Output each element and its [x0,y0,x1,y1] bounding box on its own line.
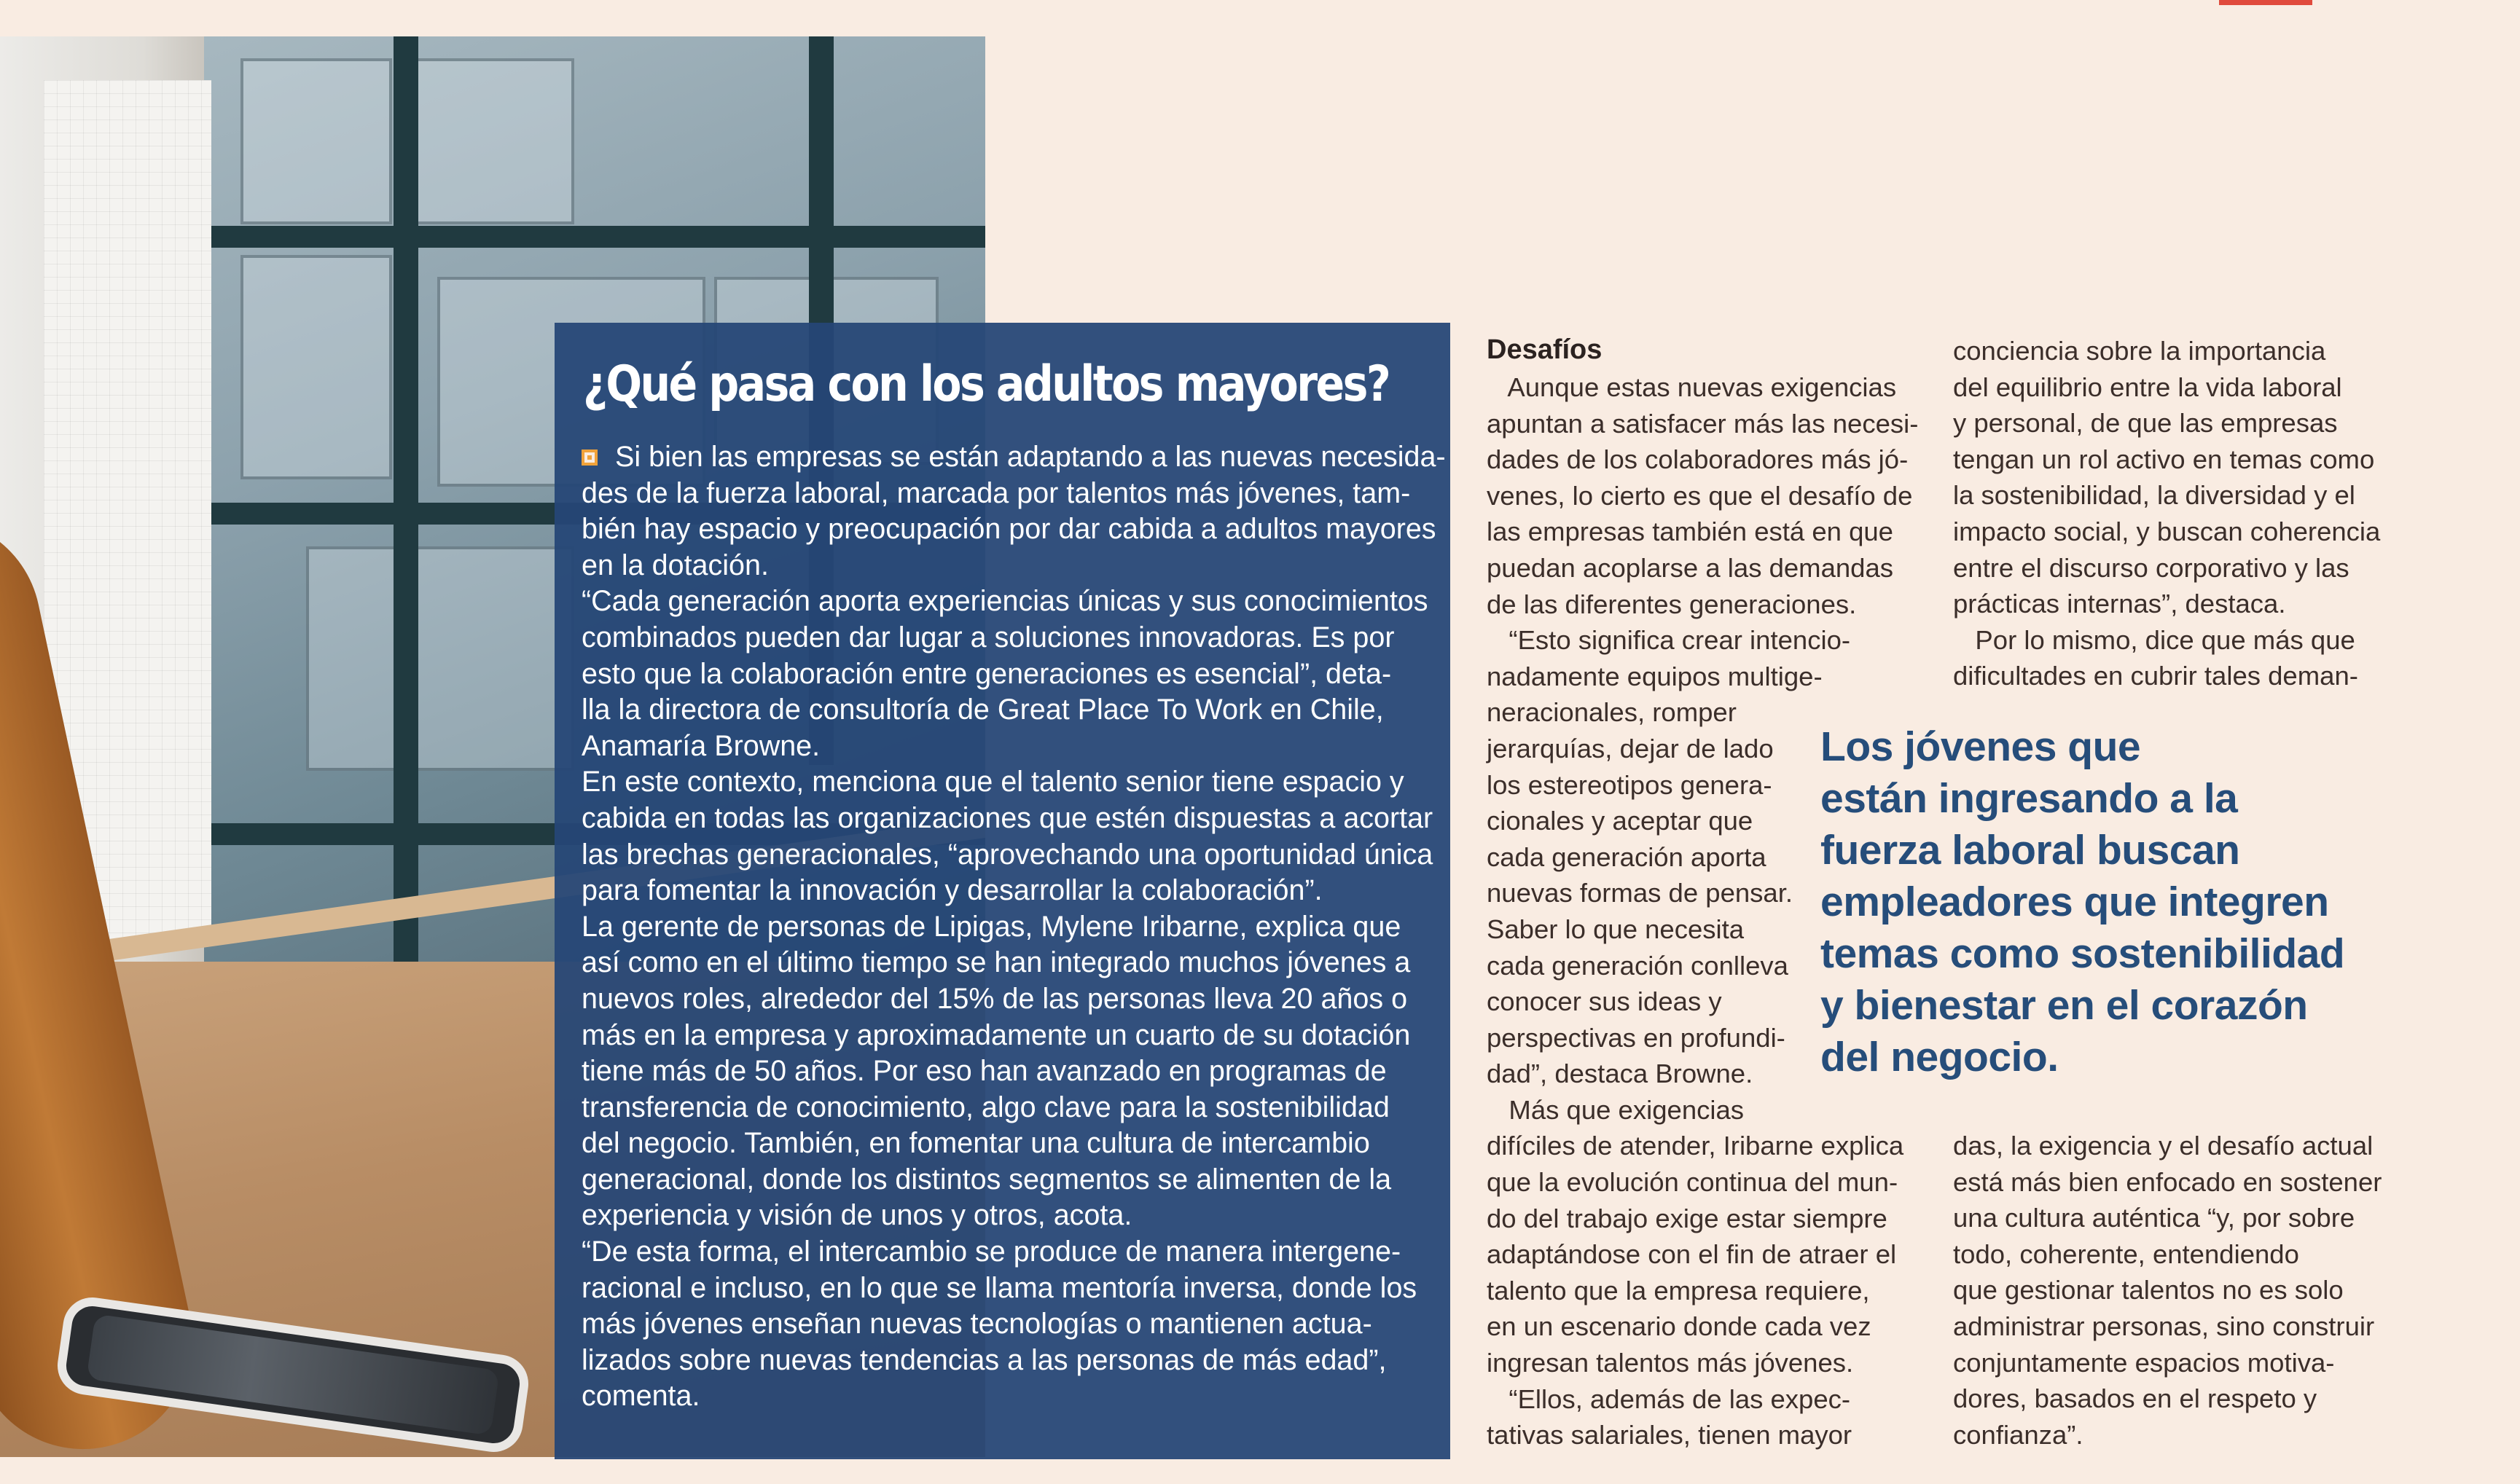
text-line: venes, lo cierto es que el desafío de [1487,480,1913,511]
sidebar-line [582,837,1438,873]
column-line [1953,477,2380,514]
text-line: y personal, de que las empresas [1953,408,2338,439]
sidebar-line [582,981,1438,1018]
column-line [1953,622,2380,659]
text-line: nuevos roles, alrededor del 15% de las personas lleva 20 años o [582,982,1408,1015]
pullquote-line [1820,928,2344,980]
sidebar-line [582,1198,1438,1234]
text-line: Más que exigencias [1487,1094,1745,1125]
column-line [1487,441,1918,478]
column-line [1487,1236,1918,1273]
column-line [1487,478,1918,514]
text-line: bién hay espacio y preocupación por dar cabida a adultos mayores [582,513,1436,546]
bullet-icon [582,449,598,466]
sidebar-line [582,584,1438,620]
text-line: combinados pueden dar lugar a soluciones innovadoras. Es por [582,621,1395,653]
section-heading: Desafíos [1487,334,1603,365]
text-line: tengan un rol activo en temas como [1953,444,2375,474]
text-line: dores, basados en el respeto y [1953,1383,2317,1414]
column-line [1953,1200,2382,1236]
sidebar-line [582,1378,1438,1415]
sidebar-line [582,1053,1438,1090]
text-line: dad”, destaca Browne. [1487,1059,1753,1089]
column-line [1953,1308,2382,1345]
sidebar-body [582,439,1446,1415]
text-line: que gestionar talentos no es solo [1953,1275,2344,1306]
text-line: experiencia y visión de unos y otros, acota. [582,1199,1132,1232]
text-line: en la dotación. [582,549,769,581]
text-line: y bienestar en el corazón [1820,982,2308,1029]
column-line [1487,1164,1918,1201]
window-pane [306,546,574,771]
text-line: cionales y aceptar que [1487,806,1753,836]
text-line: talento que la empresa requiere, [1487,1275,1870,1306]
text-line: están ingresando a la [1820,775,2238,822]
sidebar-line [582,1090,1438,1126]
sidebar-line [582,1126,1438,1162]
text-line: Los jóvenes que [1820,723,2141,770]
column-line [1487,1345,1918,1381]
pullquote-line [1820,825,2344,876]
text-line: difíciles de atender, Iribarne explica [1487,1131,1904,1161]
text-line: conocer sus ideas y [1487,986,1722,1017]
column-line [1953,1381,2382,1417]
column-line [1487,622,1918,659]
text-line: dades de los colaboradores más jó- [1487,444,1909,475]
article-column-2-bottom [1953,1128,2382,1453]
text-line: esto que la colaboración entre generaciones es esencial”, deta- [582,657,1392,690]
sidebar-line [582,801,1438,837]
text-line: das, la exigencia y el desafío actual [1953,1131,2374,1161]
text-line: generacional, donde los distintos segmentos se alimenten de la [582,1163,1392,1196]
text-line: tativas salariales, tienen mayor [1487,1420,1852,1450]
sidebar-line [582,656,1438,693]
column-line [1487,1308,1918,1345]
text-line: Aunque estas nuevas exigencias [1487,372,1897,402]
text-line: jerarquías, dejar de lado [1487,733,1774,763]
text-line: los estereotipos genera- [1487,769,1772,800]
text-line: empleadores que integren [1820,879,2329,925]
text-line: en un escenario donde cada vez [1487,1311,1871,1342]
text-line: del negocio. [1820,1034,2059,1080]
text-line: Saber lo que necesita [1487,914,1745,944]
text-line: así como en el último tiempo se han integrado muchos jóvenes a [582,946,1411,979]
sidebar-line [582,764,1438,801]
text-line: ingresan talentos más jóvenes. [1487,1348,1854,1378]
text-line: comenta. [582,1380,700,1413]
text-line: “Ellos, además de las expec- [1487,1383,1851,1414]
text-line: que la evolución continua del mun- [1487,1167,1898,1198]
top-accent-bar [2219,0,2312,5]
column-line [1487,514,1918,550]
text-line: para fomentar la innovación y desarrollar la colaboración”. [582,874,1323,907]
column-line [1953,1417,2382,1453]
text-line: des de la fuerza laboral, marcada por talentos más jóvenes, tam- [582,476,1411,509]
pullquote-line [1820,721,2344,773]
column-line [1487,406,1918,442]
column-line [1487,1201,1918,1237]
text-line: adaptándose con el fin de atraer el [1487,1239,1897,1270]
text-line: está más bien enfocado en sostener [1953,1166,2382,1197]
pullquote-line [1820,876,2344,928]
text-line: fuerza laboral buscan [1820,827,2240,873]
window-frame [189,226,985,248]
column-line [1487,1128,1918,1164]
text-line: “Esto significa crear intencio- [1487,625,1851,656]
column-line [1487,550,1918,586]
text-line: lizados sobre nuevas tendencias a las personas de más edad”, [582,1343,1387,1376]
pullquote-line [1820,773,2344,825]
sidebar-line [582,620,1438,656]
column-line [1953,1128,2382,1164]
text-line: Anamaría Browne. [582,729,821,762]
sidebar-title: ¿Qué pasa con los adultos mayores? [583,356,1390,413]
text-line: En este contexto, menciona que el talento senior tiene espacio y [582,766,1404,798]
sidebar-line [582,511,1438,548]
sidebar-line [582,1271,1438,1307]
column-line [1953,441,2380,478]
column-line [1953,1164,2382,1201]
text-line: cada generación conlleva [1487,950,1788,981]
column-line [1953,1345,2382,1381]
text-line: dificultades en cubrir tales deman- [1953,661,2358,691]
column-line [1953,550,2380,586]
column-line [1487,1273,1918,1309]
text-line: cada generación aporta [1487,841,1766,872]
text-line: “Cada generación aporta experiencias únicas y sus conocimientos [582,585,1428,618]
text-line: neracionales, romper [1487,697,1737,728]
text-line: transferencia de conocimiento, algo clave para la sostenibilidad [582,1091,1390,1123]
sidebar-line [582,548,1438,584]
sidebar-line [582,873,1438,909]
sidebar-line [582,1343,1438,1379]
column-line [1487,1381,1918,1418]
sidebar-line [582,476,1438,512]
text-line: impacto social, y buscan coherencia [1953,516,2381,546]
sidebar-line [582,439,1446,476]
text-line: Si bien las empresas se están adaptando a las nuevas necesida- [615,441,1446,473]
sidebar-line [582,945,1438,981]
text-line: nuevas formas de pensar. [1487,878,1793,908]
sidebar-line [582,1162,1438,1198]
text-line: conjuntamente espacios motiva- [1953,1347,2335,1378]
column-line [1953,586,2380,622]
text-line: entre el discurso corporativo y las [1953,552,2349,583]
pullquote-line [1820,980,2344,1032]
sidebar-line [582,1234,1438,1271]
text-line: perspectivas en profundi- [1487,1022,1785,1053]
text-line: puedan acoplarse a las demandas [1487,552,1894,583]
column-line [1953,369,2380,406]
text-line: de las diferentes generaciones. [1487,589,1857,619]
column-line [1487,369,1918,406]
text-line: tiene más de 50 años. Por eso han avanzado en programas de [582,1055,1387,1088]
sidebar-line [582,692,1438,729]
window-pane [240,58,392,224]
text-line: más en la empresa y aproximadamente un cuarto de su dotación [582,1018,1411,1051]
column-line [1953,514,2380,550]
window-pane [408,58,574,224]
column-line [1953,1272,2382,1308]
text-line: del equilibrio entre la vida laboral [1953,372,2342,402]
text-line: más jóvenes enseñan nuevas tecnologías o mantienen actua- [582,1308,1372,1340]
column-line [1953,333,2380,369]
text-line: apuntan a satisfacer más las necesi- [1487,408,1919,439]
text-line: cabida en todas las organizaciones que estén dispuestas a acortar [582,801,1433,834]
pullquote-line [1820,1032,2344,1083]
text-line: lla la directora de consultoría de Great Place To Work en Chile, [582,694,1384,726]
text-line: confianza”. [1953,1419,2083,1450]
column-line [1953,658,2380,694]
text-line: racional e incluso, en lo que se llama mentoría inversa, donde los [582,1271,1417,1304]
text-line: las empresas también está en que [1487,517,1893,547]
column-line [1953,1236,2382,1273]
text-line: todo, coherente, entendiendo [1953,1238,2299,1269]
sidebar-line [582,729,1438,765]
column-line [1487,586,1918,623]
sidebar-line [582,1018,1438,1054]
text-line: administrar personas, sino construir [1953,1311,2375,1341]
text-line: Por lo mismo, dice que más que [1953,624,2355,655]
pull-quote [1820,721,2344,1083]
column-line [1487,659,1918,695]
text-line: nadamente equipos multige- [1487,661,1823,691]
text-line: temas como sostenibilidad [1820,930,2345,977]
text-line: la sostenibilidad, la diversidad y el [1953,480,2355,511]
column-line [1487,1417,1918,1453]
text-line: prácticas internas”, destaca. [1953,589,2286,619]
column-line [1487,1092,1918,1128]
text-line: las brechas generacionales, “aprovechando una oportunidad única [582,838,1433,871]
article-column-2-top [1953,333,2380,694]
window-pane [240,255,392,479]
sidebar-line [582,1306,1438,1343]
sidebar-line [582,909,1438,946]
text-line: “De esta forma, el intercambio se produce de manera intergene- [582,1236,1401,1268]
text-line: conciencia sobre la importancia [1953,336,2326,366]
text-line: una cultura auténtica “y, por sobre [1953,1203,2355,1233]
column-line [1953,405,2380,441]
text-line: del negocio. También, en fomentar una cultura de intercambio [582,1127,1370,1160]
text-line: La gerente de personas de Lipigas, Mylene Iribarne, explica que [582,910,1401,943]
text-line: do del trabajo exige estar siempre [1487,1203,1887,1233]
